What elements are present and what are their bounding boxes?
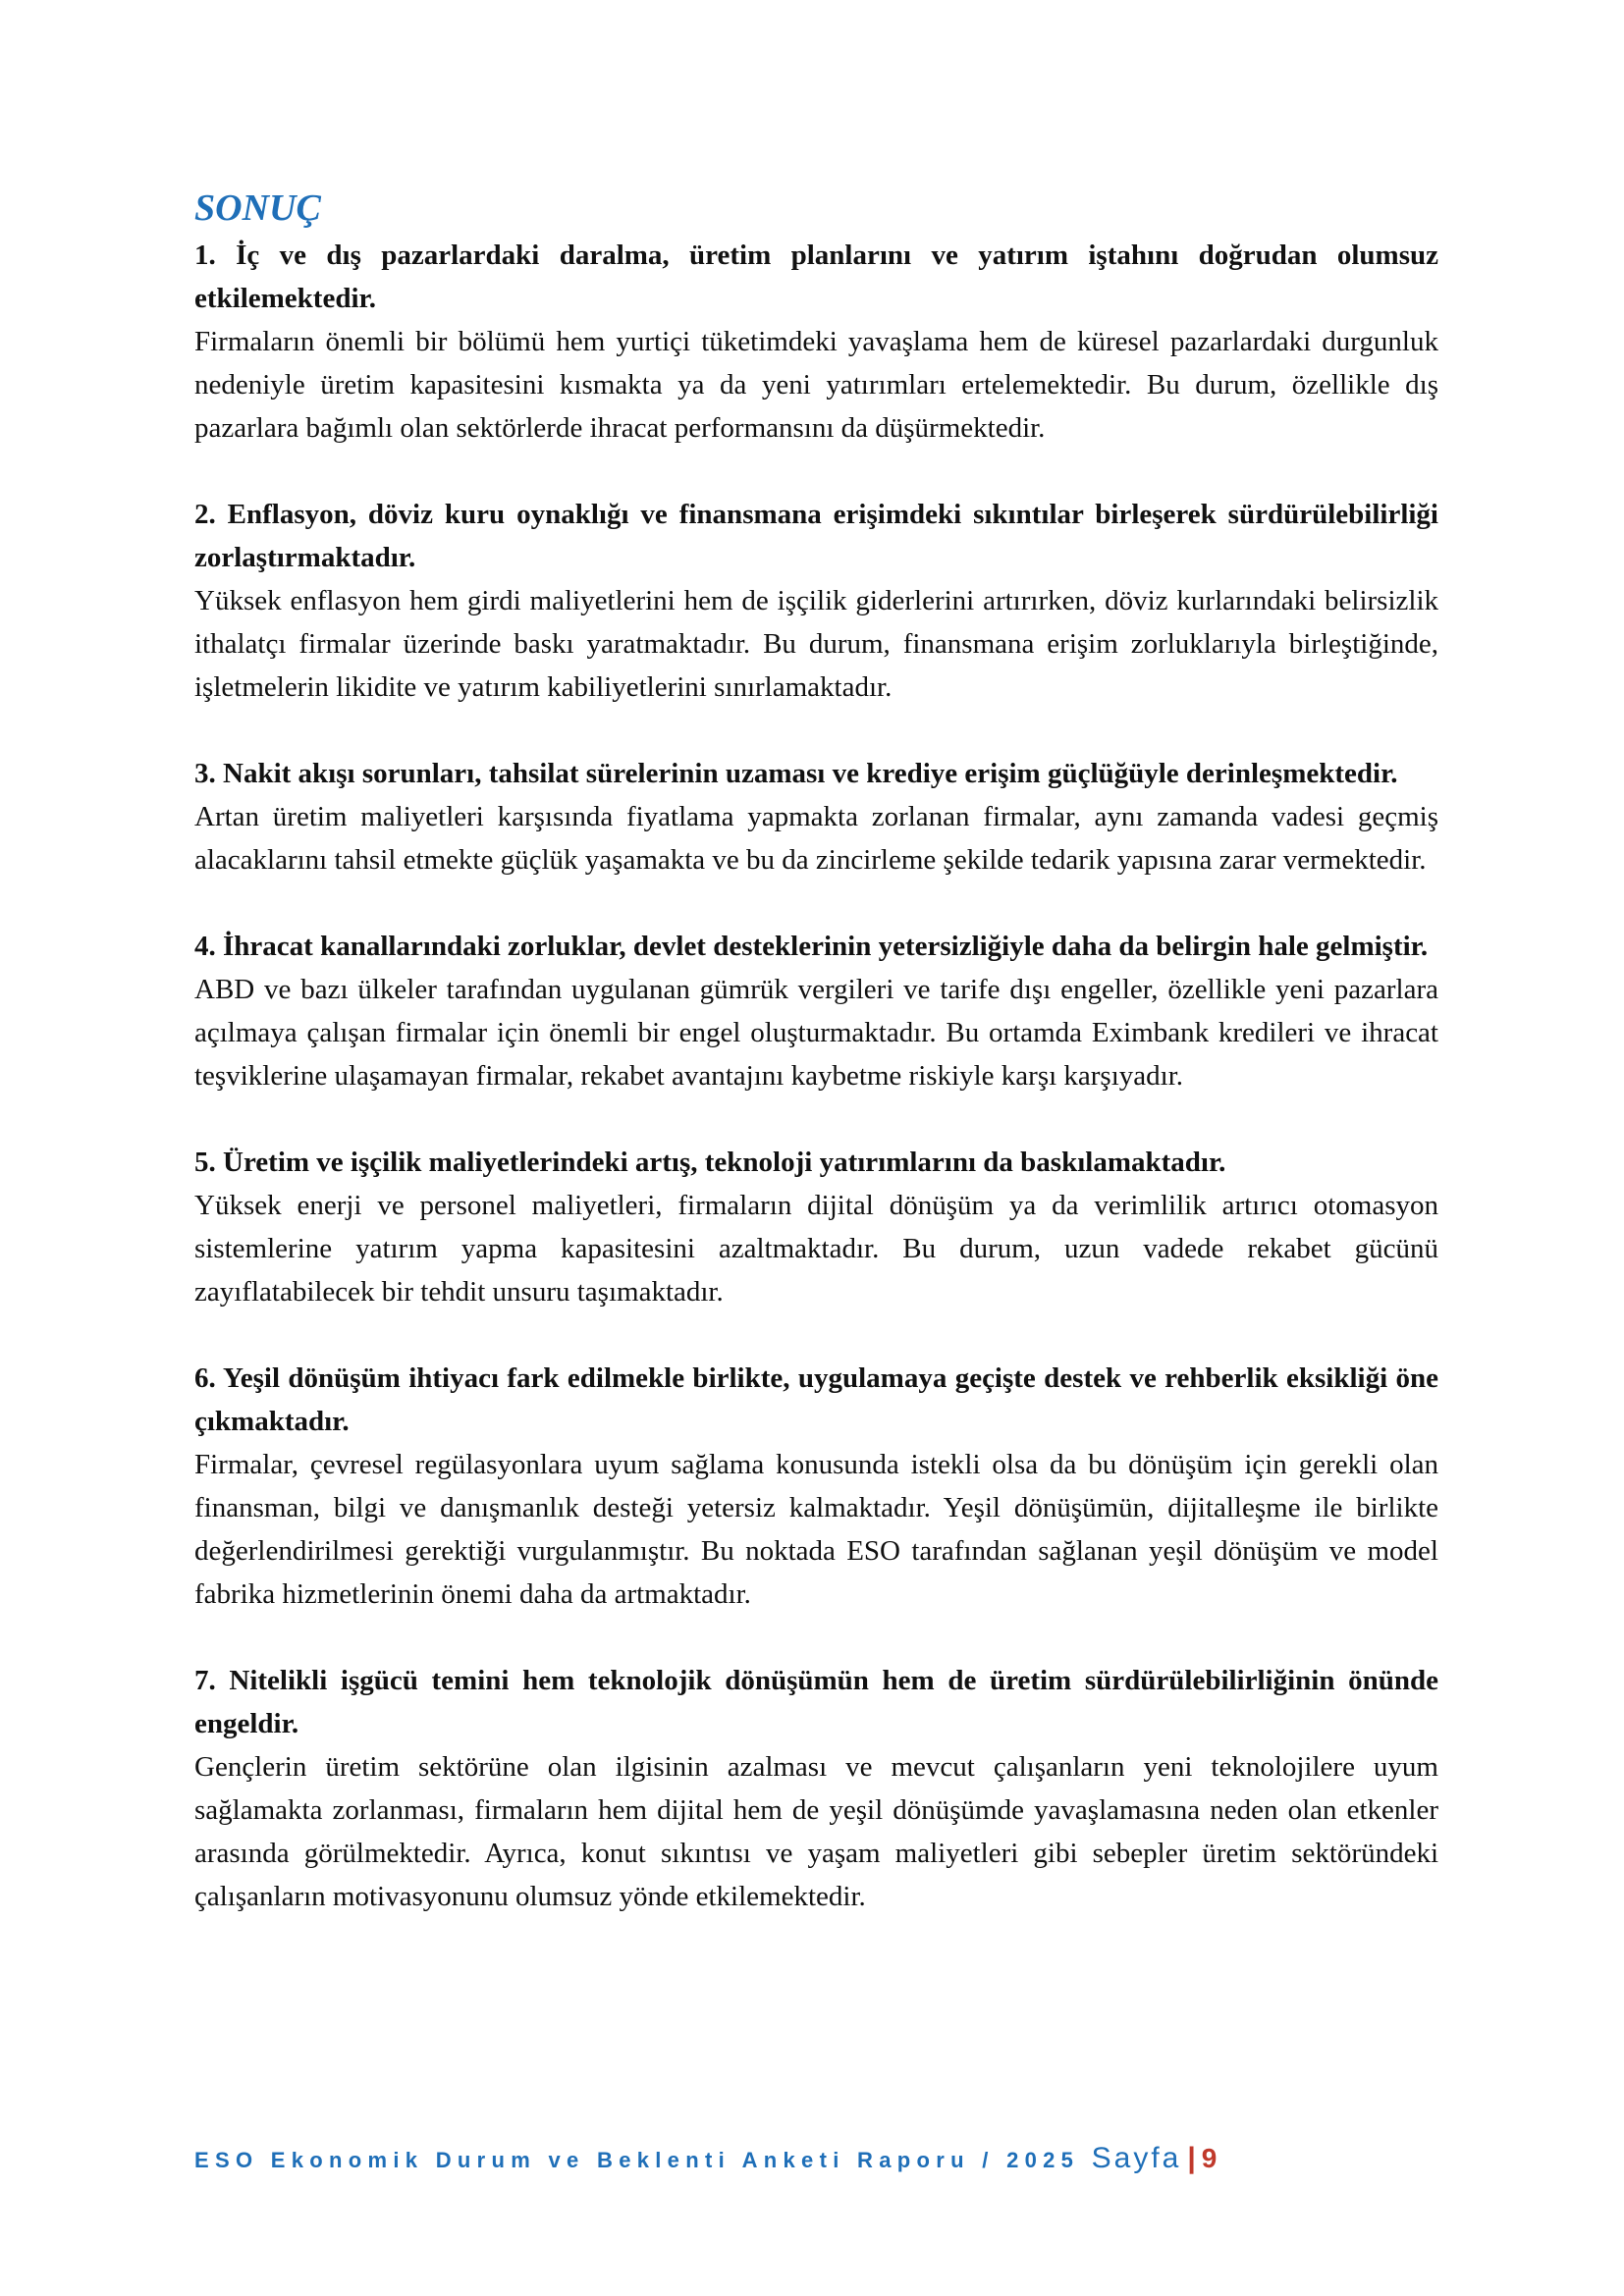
conclusion-item-4 xyxy=(194,925,1438,1097)
item-body: Gençlerin üretim sektörüne olan ilgisinin azalması ve mevcut çalışanların yeni teknolojilere uyum sağlamakta zorlanması, firmaların hem dijital hem de yeşil dönüşümde yavaşlamasına neden olan etkenler arasında görülmektedir. Ayrıca, konut sıkıntısı ve yaşam maliyetleri gibi sebepler üretim sektöründeki çalışanların motivasyonunu olumsuz yönde etkilemektedir. xyxy=(194,1751,1438,1912)
item-heading: 3. Nakit akışı sorunları, tahsilat sürelerinin uzaması ve krediye erişim güçlüğüyle derinleşmektedir. xyxy=(194,758,1398,789)
conclusion-item-2 xyxy=(194,493,1438,709)
item-heading: 2. Enflasyon, döviz kuru oynaklığı ve finansmana erişimdeki sıkıntılar birleşerek sürdürülebilirliği zorlaştırmaktadır. xyxy=(194,499,1438,573)
document-page xyxy=(194,187,1438,1961)
footer-page-number: 9 xyxy=(1201,2143,1218,2173)
footer-page-label: Sayfa xyxy=(1091,2142,1182,2174)
conclusion-item-1 xyxy=(194,234,1438,450)
footer-report-title: ESO Ekonomik Durum ve Beklenti Anketi Raporu / 2025 xyxy=(194,2148,1080,2172)
item-body: Artan üretim maliyetleri karşısında fiyatlama yapmakta zorlanan firmalar, aynı zamanda vadesi geçmiş alacaklarını tahsil etmekte güçlük yaşamakta ve bu da zincirleme şekilde tedarik yapısına zarar vermektedir. xyxy=(194,801,1438,876)
item-body: Yüksek enerji ve personel maliyetleri, firmaların dijital dönüşüm ya da verimlilik artırıcı otomasyon sistemlerine yatırım yapma kapasitesini azaltmaktadır. Bu durum, uzun vadede rekabet gücünü zayıflatabilecek bir tehdit unsuru taşımaktadır. xyxy=(194,1190,1438,1308)
conclusion-item-7 xyxy=(194,1659,1438,1918)
item-heading: 1. İç ve dış pazarlardaki daralma, üretim planlarını ve yatırım iştahını doğrudan olumsuz etkilemektedir. xyxy=(194,240,1438,314)
item-heading: 5. Üretim ve işçilik maliyetlerindeki artış, teknoloji yatırımlarını da baskılamaktadır. xyxy=(194,1147,1226,1178)
conclusion-item-3 xyxy=(194,752,1438,881)
item-body: Yüksek enflasyon hem girdi maliyetlerini hem de işçilik giderlerini artırırken, döviz kurlarındaki belirsizlik ithalatçı firmalar üzerinde baskı yaratmaktadır. Bu durum, finansmana erişim zorluklarıyla birleştiğinde, işletmelerin likidite ve yatırım kabiliyetlerini sınırlamaktadır. xyxy=(194,585,1438,703)
item-body: Firmalar, çevresel regülasyonlara uyum sağlama konusunda istekli olsa da bu dönüşüm için gerekli olan finansman, bilgi ve danışmanlık desteği yetersiz kalmaktadır. Yeşil dönüşümün, dijitalleşme ile birlikte değerlendirilmesi gerektiği vurgulanmıştır. Bu noktada ESO tarafından sağlanan yeşil dönüşüm ve model fabrika hizmetlerinin önemi daha da artmaktadır. xyxy=(194,1449,1438,1610)
section-title: SONUÇ xyxy=(194,187,321,229)
item-heading: 6. Yeşil dönüşüm ihtiyacı fark edilmekle birlikte, uygulamaya geçişte destek ve rehberlik eksikliği öne çıkmaktadır. xyxy=(194,1362,1438,1437)
item-body: ABD ve bazı ülkeler tarafından uygulanan gümrük vergileri ve tarife dışı engeller, özellikle yeni pazarlara açılmaya çalışan firmalar için önemli bir engel oluşturmaktadır. Bu ortamda Eximbank kredileri ve ihracat teşviklerine ulaşamayan firmalar, rekabet avantajını kaybetme riskiyle karşı karşıyadır. xyxy=(194,974,1438,1092)
item-heading: 7. Nitelikli işgücü temini hem teknolojik dönüşümün hem de üretim sürdürülebilirliğinin önünde engeldir. xyxy=(194,1665,1438,1739)
item-body: Firmaların önemli bir bölümü hem yurtiçi tüketimdeki yavaşlama hem de küresel pazarlardaki durgunluk nedeniyle üretim kapasitesini kısmakta ya da yeni yatırımları ertelemektedir. Bu durum, özellikle dış pazarlara bağımlı olan sektörlerde ihracat performansını da düşürmektedir. xyxy=(194,326,1438,444)
conclusion-item-5 xyxy=(194,1141,1438,1313)
footer-separator: | xyxy=(1187,2142,1196,2174)
conclusion-item-6 xyxy=(194,1357,1438,1616)
page-footer xyxy=(194,2142,1363,2175)
item-heading: 4. İhracat kanallarındaki zorluklar, devlet desteklerinin yetersizliğiyle daha da belirgin hale gelmiştir. xyxy=(194,931,1429,962)
